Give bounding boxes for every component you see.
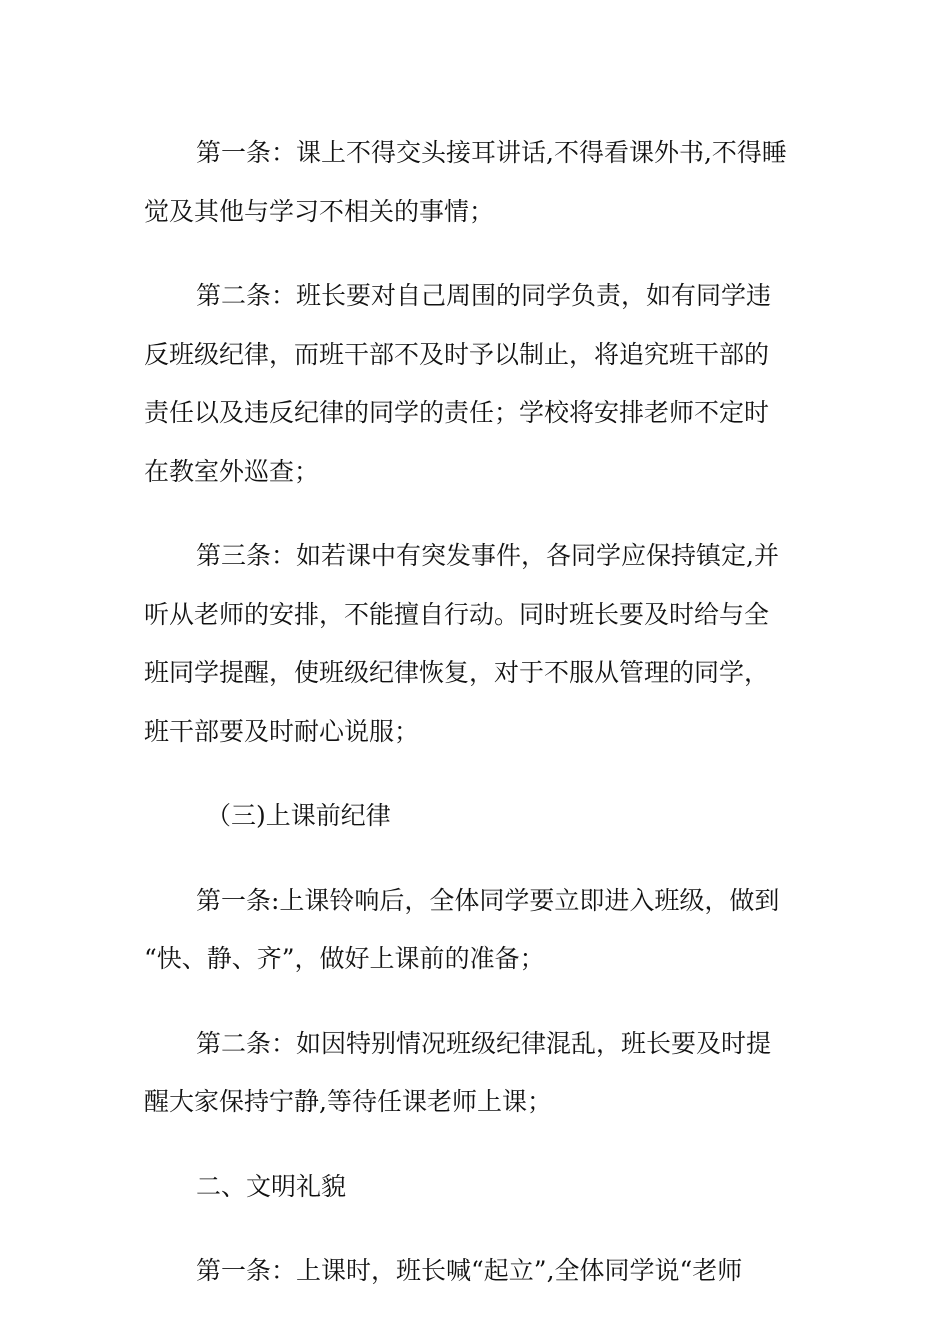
- text-line: 第一条:上课铃响后，全体同学要立即进入班级，做到: [196, 885, 780, 915]
- paragraph-article-2-monitor-duty: [144, 267, 806, 501]
- text-line: 听从老师的安排，不能擅自行动。同时班长要及时给与全: [144, 599, 770, 629]
- section-heading-pre-class-discipline: [144, 787, 806, 846]
- text-line: 班干部要及时耐心说服；: [144, 716, 420, 746]
- paragraph-pre-class-article-2: [144, 1015, 806, 1132]
- document-body: [144, 124, 806, 1327]
- text-line: 第一条：课上不得交头接耳讲话,不得看课外书,不得睡: [196, 138, 787, 167]
- paragraph-civility-article-1: [144, 1242, 806, 1301]
- section-heading: （三)上课前纪律: [206, 801, 391, 830]
- paragraph-article-1-class-talk: [144, 124, 806, 241]
- paragraph-article-3-emergency: [144, 527, 806, 761]
- text-line: 第二条：如因特别情况班级纪律混乱，班长要及时提: [196, 1028, 772, 1058]
- text-line: 责任以及违反纪律的同学的责任；学校将安排老师不定时: [144, 398, 770, 427]
- text-line: 觉及其他与学习不相关的事情；: [144, 196, 495, 226]
- section-heading-civility: [144, 1158, 806, 1217]
- text-line: 在教室外巡查；: [144, 456, 320, 486]
- text-line: 第二条：班长要对自己周围的同学负责，如有同学违: [196, 281, 772, 310]
- text-line: “快、静、齐”，做好上课前的准备；: [144, 944, 545, 973]
- section-heading: 二、文明礼貌: [196, 1171, 347, 1201]
- text-line: 第三条：如若课中有突发事件，各同学应保持镇定,并: [196, 541, 779, 570]
- paragraph-pre-class-article-1: [144, 872, 806, 989]
- text-line: 醒大家保持宁静,等待任课老师上课；: [144, 1087, 552, 1116]
- text-line: 反班级纪律，而班干部不及时予以制止，将追究班干部的: [144, 339, 770, 369]
- text-line: 第一条：上课时，班长喊“起立”,全体同学说“老师: [196, 1256, 743, 1285]
- text-line: 班同学提醒，使班级纪律恢复，对于不服从管理的同学，: [144, 658, 770, 687]
